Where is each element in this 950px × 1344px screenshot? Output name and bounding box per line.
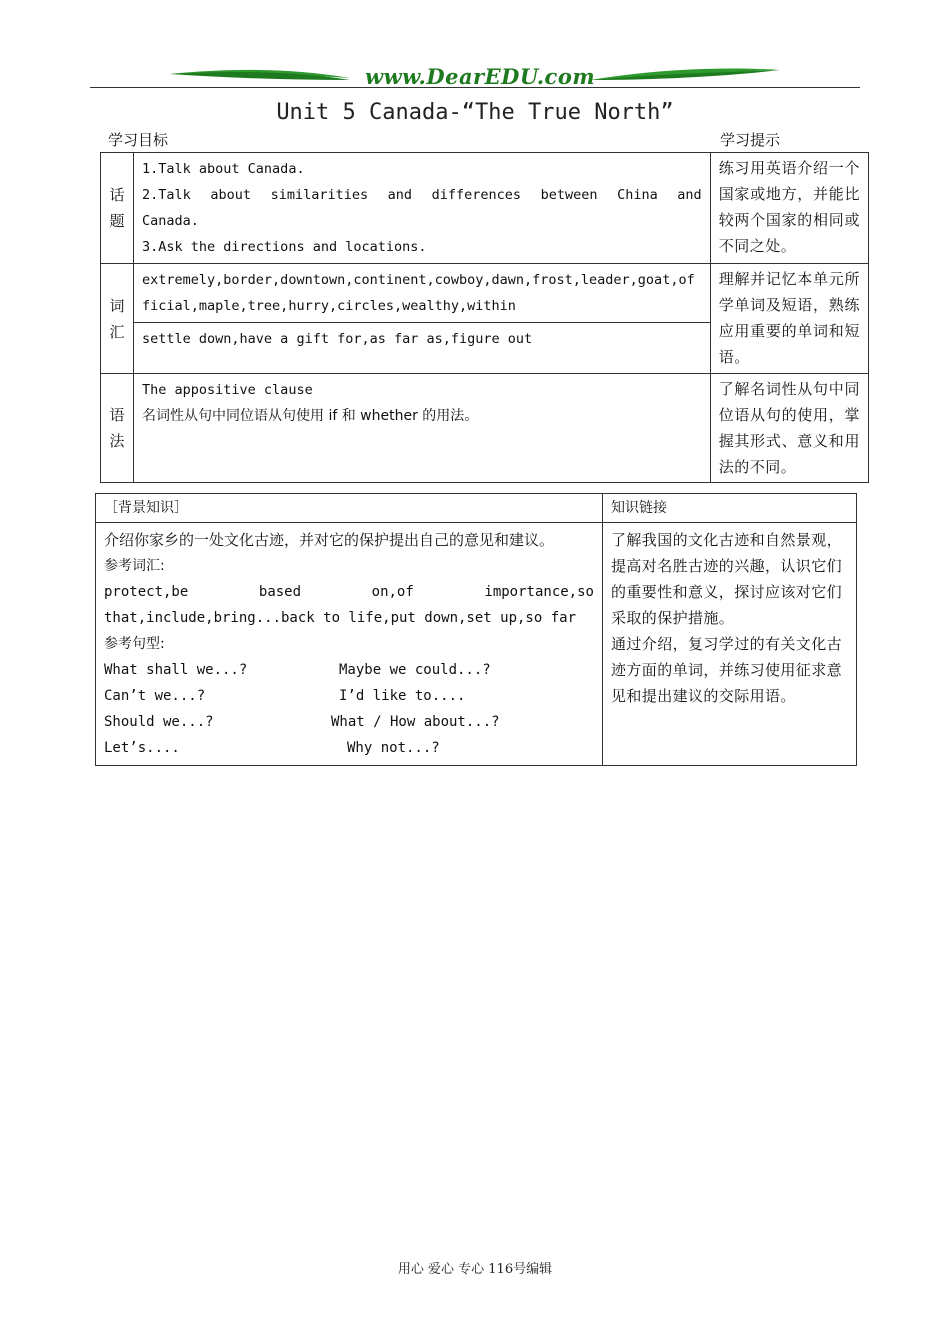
page-footer: 用心 爱心 专心 116号编辑 xyxy=(397,1262,553,1277)
knowledge-link-header: 知识链接 xyxy=(603,494,857,523)
word: China xyxy=(617,187,658,203)
pattern-row xyxy=(104,657,594,683)
pattern-label: 参考句型: xyxy=(104,636,165,652)
knowledge-link-text-1: 了解我国的文化古迹和自然景观，提高对名胜古迹的兴趣，认识它们的重要性和意义，探讨应该对它们采取的保护措施。 xyxy=(611,531,843,627)
grammar-hint: 了解名词性从句中同位语从句的使用，掌握其形式、意义和用法的不同。 xyxy=(710,374,868,483)
background-header-row xyxy=(96,494,857,523)
vocab-word: based xyxy=(258,584,302,600)
page-title: Unit 5 Canada-“The True North” xyxy=(276,100,674,125)
vocab-word: protect,be xyxy=(104,584,189,600)
pattern-left: Should we...? xyxy=(104,714,214,730)
pattern-row xyxy=(104,709,594,735)
goal-column-label: 学习目标 xyxy=(108,131,169,149)
grammar-line-1: The appositive clause xyxy=(142,382,313,398)
pattern-right: Maybe we could...? xyxy=(339,662,491,678)
topic-hint: 练习用英语介绍一个国家或地方，并能比较两个国家的相同或不同之处。 xyxy=(710,153,868,264)
word: and xyxy=(677,187,702,203)
background-body-row xyxy=(96,523,857,766)
topic-category: 话题 xyxy=(101,153,134,264)
topic-content xyxy=(134,153,711,264)
topic-line-1: 1.Talk about Canada. xyxy=(142,161,305,177)
word: 2.Talk xyxy=(142,187,191,203)
grammar-content xyxy=(134,374,711,483)
pattern-row xyxy=(104,735,594,761)
vocab-word: on,of xyxy=(371,584,414,600)
pattern-row xyxy=(104,683,594,709)
vocab-category: 词汇 xyxy=(101,264,134,374)
word: about xyxy=(210,187,251,203)
grammar-line-2: 名词性从句中同位语从句使用 if 和 whether 的用法。 xyxy=(142,408,479,424)
objectives-table xyxy=(100,152,869,483)
background-intro: 介绍你家乡的一处文化古迹，并对它的保护提出自己的意见和建议。 xyxy=(104,531,555,549)
hint-column-label: 学习提示 xyxy=(720,131,781,149)
topic-line-3: Canada. xyxy=(142,213,199,229)
knowledge-link-content xyxy=(603,523,857,766)
vocab-phrases: settle down,have a gift for,as far as,figure out xyxy=(134,323,711,374)
vocab-line-1 xyxy=(104,579,594,605)
pattern-left: What shall we...? xyxy=(104,662,248,678)
grammar-row xyxy=(101,374,869,483)
grammar-category: 语法 xyxy=(101,374,134,483)
vocab-line-2: that,include,bring...back to life,put down,set up,so far xyxy=(104,610,577,626)
vocab-label: 参考词汇: xyxy=(104,558,165,574)
word: similarities xyxy=(270,187,369,203)
header-rule xyxy=(90,87,860,88)
vocab-word: importance,so xyxy=(484,584,594,600)
background-content xyxy=(96,523,603,766)
vocab-words: extremely,border,downtown,continent,cowboy,dawn,frost,leader,goat,official,maple,tree,hurry,circles,wealthy,within xyxy=(134,264,711,323)
site-logo: www.DearEDU.com xyxy=(364,64,596,89)
vocab-row xyxy=(101,264,869,323)
word: and xyxy=(387,187,413,203)
topic-row xyxy=(101,153,869,264)
vocab-hint: 理解并记忆本单元所学单词及短语，熟练应用重要的单词和短语。 xyxy=(710,264,868,374)
pattern-right: Why not...? xyxy=(347,740,440,756)
topic-line-2 xyxy=(142,182,702,208)
background-header: ［背景知识］ xyxy=(96,494,603,523)
pattern-left: Can’t we...? xyxy=(104,688,206,704)
topic-line-4: 3.Ask the directions and locations. xyxy=(142,239,427,255)
word: differences xyxy=(431,187,522,203)
background-table xyxy=(95,493,857,766)
pattern-left: Let’s.... xyxy=(104,740,180,756)
word: between xyxy=(540,187,598,203)
pattern-right: I’d like to.... xyxy=(339,688,466,704)
pattern-right: What / How about...? xyxy=(331,714,500,730)
knowledge-link-text-2: 通过介绍，复习学过的有关文化古迹方面的单词，并练习使用征求意见和提出建议的交际用语。 xyxy=(611,635,843,705)
